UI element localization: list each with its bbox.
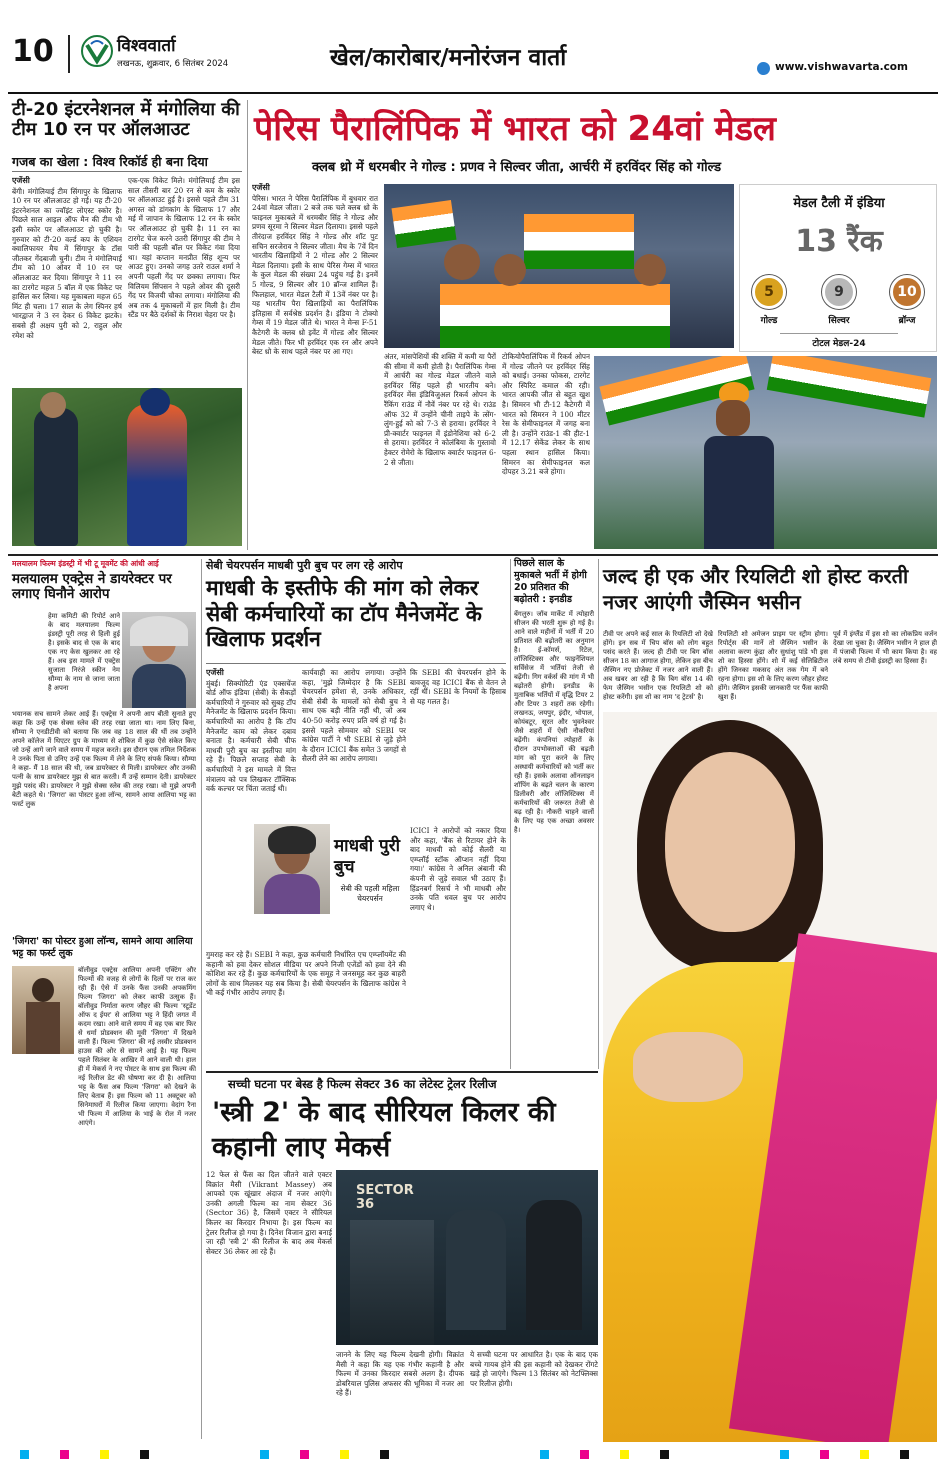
cricket-photo bbox=[12, 388, 242, 546]
sebi-col1: एजेंसी मुंबई। सिक्योरिटी एंड एक्सचेंज बोर्ड ऑफ इंडिया (सेबी) के सैकड़ों कर्मचारियों ने गुरुवार को सुबह टॉप मैनेजमेंट के खिलाफ प्रदर्शन किया। कर्मचारियों का आरोप है कि टॉप मैनेजमेंट काम को लेकर दबाव बनाता है। कर्मचारी सेबी चीफ माधवी पुरी बुच का इस्तीफा मांग रहे हैं। पिछले सप्ताह सेबी के कर्मचारियों ने इस मामले में वित्त मंत्रालय को पत्र लिखकर टॉक्सिक वर्क कल्चर पर चिंता जताई थी। bbox=[206, 668, 296, 794]
jasmin-col2: रियलिटी शो अमेजन प्राइम पर स्ट्रीम होगा। रिपोर्ट्स की मानें तो जैस्मिन भसीन के अलावा करण कुंद्रा और सुधांशु पांडे भी इस शो का हिस्सा होंगे। शो में कई सेलिब्रिटीज होंगे जिनका मकसद अंत तक गेम में बने रहना होगा। इस शो के लिए करण जौहर होस्ट होंगे। जैस्मिन इसकी जानकारी पर फैंस काफी खुश हैं। bbox=[718, 630, 828, 701]
silver-label: सिल्वर bbox=[828, 316, 850, 326]
malayalam-intro: हेमा कमिटी की रिपोर्ट आने के बाद मलयालम फिल्म इंडस्ट्री पूरी तरह से हिली हुई है। इसके बाद से एक के बाद एक नए केस खुलकर आ रहे हैं। अब इस मामले में एक्ट्रेस सुजाता निरंजे स्कीन नेम सौम्या के नाम से जाना जाता है अपना bbox=[48, 612, 120, 692]
jigra-body: बॉलीवुड एक्ट्रेस आलिया अपनी एक्टिंग और फिल्मों की वजह से लोगों के दिलों पर राज कर रही हैं। ऐसे में उनके फैंस उनकी अपकमिंग फिल्म 'जिगरा' को लेकर काफी उत्सुक हैं। बॉलीवुड निर्माता करण जौहर की फिल्म 'स्टूडेंट ऑफ द ईयर' से आलिया भट्ट ने हिंदी जगत में कदम रखा। आने वाले समय में वह एक बार फिर से धर्मा प्रोडक्शन की मूवी 'जिगरा' में दिखने वाली हैं। फिल्म 'जिगरा' की नई तस्वीर प्रोडक्शन हाउस की ओर से सामने आई है। यह फिल्म पहले सितंबर के आखिर में आने वाली थी। हाल ही में मेकर्स ने नए पोस्टर के साथ इस फिल्म की नई रिलीज डेट की घोषणा कर दी है। आलिया भट्ट के फैंस अब फिल्म 'जिगरा' को देखने के लिए बेताब हैं। इस फिल्म को 11 अक्टूबर को सिनेमाघरों में रिलीज किया जाएगा। वेदांग रैना भी फिल्म में आलिया के भाई के रोल में नजर आएंगे। bbox=[78, 966, 196, 1127]
sebi-col-bottom: गुमराह कर रहे हैं। SEBI ने कहा, कुछ कर्मचारी निर्धारित एच एम्प्लॉयमेंट की कहानी को हवा देकर सोशल मीडिया पर अपने निजी एजेंडों को हवा देने की कोशिश कर रहे हैं। कुछ कर्मचारियों के एक समूह ने जनसमूह कर कुछ बाहरी लोगों के साथ मिलकर यह सब किया है। सेबी चेयरपर्सन के खिलाफ कांग्रेस ने भी कई गंभीर आरोप लगाए हैं। bbox=[206, 950, 406, 998]
stree-headline: 'स्त्री 2' के बाद सीरियल किलर की कहानी लाए मेकर्स bbox=[212, 1097, 556, 1163]
website-link[interactable]: www.vishwavarta.com bbox=[775, 61, 908, 73]
page-number: 10 bbox=[12, 34, 54, 69]
actress-photo bbox=[122, 612, 196, 708]
sebi-headline: माधबी के इस्तीफे की मांग को लेकर सेबी कर्मचारियों का टॉप मैनेजमेंट के खिलाफ प्रदर्शन bbox=[206, 576, 482, 652]
paralympic-col3: टोकियोपैरालिंपिक में रिकर्व ओपन में गोल्ड जीतने पर हरविंदर सिंह को बधाई। उनका फोकस, टारगेट और स्पिरिट कमाल की रही। भारत आपकी जीत से बहुत खुश है। सिमरन भी टी-12 कैटेगरी में भारत को सिमरन ने 100 मीटर रेस के सेमीफाइनल में जगह बना ली है। उन्होंने राउंड-1 की हीट-1 में 12.17 सेकेंड लेकर के साथ पहला स्थान हासिल किया। सिमरन का सेमीफाइनल कल दोपहर 3.21 बजे होगा। bbox=[502, 352, 590, 477]
mongolia-col1: एजेंसी बेंगी। मंगोलियाई टीम सिंगापुर के खिलाफ 10 रन पर ऑलआउट हो गई। यह टी-20 इंटरनेशनल का ज्वॉइंट लोएस्ट स्कोर है। पिछले साल आइल ऑफ मैन की टीम भी इसी स्कोर पर ऑलआउट हो चुकी है। गुरुवार को टी-20 वर्ल्ड कप के एशियन क्वालिफायर मैच में सिंगापुर के टॉस जीतकर गेंदबाजी चुनी। टीम ने मंगोलियाई टीम को 10 ओवर में 10 रन पर ऑलआउट कर दिया। सिंगापुर ने 11 रन का टारगेट महज 5 बॉल में एक विकेट पर हासिल कर लिया। यह मुकाबला महज 65 मिंट ही चला। 17 साल के लेग स्पिनर हर्ष भारद्वाज ने 3 रन देकर 6 विकेट झटके। सबसे ही अक्षय पुरी को 2, राहुल और रमेश को bbox=[12, 176, 122, 340]
madhabi-photo bbox=[254, 824, 330, 914]
gold-medal: 5 bbox=[752, 275, 786, 309]
bronze-medal: 10 bbox=[890, 275, 924, 309]
paper-name: विश्ववार्ता bbox=[117, 36, 176, 56]
paralympic-headline: पेरिस पैरालिंपिक में भारत को 24वां मेडल bbox=[254, 109, 776, 149]
paralympic-col2: अंतर, मांसपेशियों की शक्ति में कमी या पैरों की सीमा में कमी होती है। पैरालिंपिक गेम्स में आर्चरी का गोल्ड मेडल जीतने वाले हरविंदर सिंह पहले ही भारतीय बने। हरविंदर मेंस इंडिविजुअल रिकर्व ओपन के रैंकिंग राउंड में नौवें नंबर पर रहे थे। राउंड ऑफ 32 में उन्होंने चीनी ताइपे के त्सेंग-लुंग-हुई को को 7-3 से हराया। हरविंदर ने प्री-क्वार्टर फाइनल में इंडोनेशिया को 6-2 से हराया। हरविंदर ने कोलंबिया के गुस्तावो हेक्टर रोमेरो के खिलाफ क्वार्टर फाइनल 6-2 से जीता। bbox=[384, 352, 496, 467]
dateline: लखनऊ, शुक्रवार, 6 सितंबर 2024 bbox=[117, 59, 229, 69]
malayalam-kicker: मलयालम फिल्म इंडस्ट्री में भी टू मूवमेंट की आंधी आई bbox=[12, 559, 159, 568]
stree-col2: जानने के लिए यह फिल्म देखनी होगी। विक्रांत मैसी ने कहा कि यह एक गंभीर कहानी है और फिल्म में उनका किरदार सबसे अलग है। दीपक डोबरियाल पुलिस अफसर की भूमिका में नजर आ रहे हैं। bbox=[336, 1350, 464, 1398]
stree-kicker: सच्ची घटना पर बेस्ड है फिल्म सेक्टर 36 का लेटेस्ट ट्रेलर रिलीज bbox=[228, 1077, 497, 1091]
sebi-col3-top: कि SEBI की चेयरपर्सन होने के बावजूद वह ICICI बैंक से वेतन ले रहीं थीं। SEBI के नियमों के हिसाब से यह गलत है। bbox=[410, 668, 506, 706]
medal-total: टोटल मेडल-24 bbox=[780, 333, 898, 349]
silver-medal: 9 bbox=[822, 275, 856, 309]
quote-desc: सेबी की पहली महिला चेयरपर्सन bbox=[340, 884, 400, 903]
paper-logo-icon bbox=[80, 34, 114, 68]
medal-tally-title: मेडल टैली में इंडिया bbox=[793, 196, 885, 211]
bronze-label: ब्रॉन्ज bbox=[898, 316, 916, 326]
stree-col3: ये सच्ची घटना पर आधारित है। एक के बाद एक बच्चे गायब होने की इस कहानी को देखकर रोंगटे खड़े हो जाएंगे। फिल्म 13 सितंबर को नेटफ्लिक्स पर रिलीज होगी। bbox=[470, 1350, 598, 1388]
sebi-kicker: सेबी चेयरपर्सन माधबी पुरी बुच पर लग रहे आरोप bbox=[206, 559, 403, 572]
jigra-poster bbox=[12, 966, 74, 1054]
sebi-col2: कार्यवाही का आरोप लगाया। उन्होंने कहा, 'मुझे जिम्मेदार है कि SEBI चेयरपर्सन हमेशा से, उनके अधिकार, सेबी सेबी के मामलों को सेबी बुच ने साथ एक बड़ी नीति नहीं थी, जो अब 40-50 करोड़ रुपए प्रति वर्ष हो गई है। इससे पहले सोमवार को SEBI पर कांग्रेस पार्टी ने भी SEBI से जुड़े होने के दौरान ICICI बैंक समेत 3 जगहों से सैलरी लेने का आरोप लगाया। bbox=[302, 668, 406, 764]
malayalam-headline: मलयालम एक्ट्रेस ने डायरेक्टर पर लगाए घिनौने आरोप bbox=[12, 571, 172, 603]
paralympic-team-photo bbox=[384, 184, 734, 348]
sector36-title: SECTOR 36 bbox=[356, 1183, 414, 1212]
sebi-col3-bottom: ICICI ने आरोपों को नकार दिया और कहा, 'बैंक से रिटायर होने के बाद माधवी को कोई सैलरी या एम्प्लॉई स्टॉक ऑप्शन नहीं दिया गया।' कांग्रेस ने अनिल अंबानी की कंपनी से जुड़े सवाल भी उठाए हैं। हिंडनबर्ग रिसर्च ने भी माधबी और उनके पति धवल बुच पर आरोप लगाए थे। bbox=[410, 826, 506, 912]
paralympic-subhead: क्लब थ्रो में धरमबीर ने गोल्ड : प्रणव ने सिल्वर जीता, आर्चरी में हरविंदर सिंह को गोल्ड bbox=[312, 160, 722, 175]
medal-tally-rank: 13 रैंक bbox=[795, 224, 883, 259]
gold-label: गोल्ड bbox=[760, 316, 778, 326]
malayalam-body: भयानक सच सामने लेकर आई हैं। एक्ट्रेस ने अपनी आप बीती सुनाते हुए कहा कि उन्हें एक सेक्स स्लेव की तरह रखा जाता था। नाम लिए बिना, सौम्या ने एनडीटीवी को बताया कि जब वह 18 साल की थीं तब उन्होंने अपने कॉलेज में थिएटर ग्रुप के माध्यम से शोबिज में कुछ ऐसे संकेत किए जो उन्हें आगे जाने वाले समय में महज करते। इस दौरान एक तमिल निर्देशक ने उनके पिता से उनिए उन्हें एक फिल्म में लेने के लिए संपर्क किया। सौम्या ने कहा- मैं 18 साल की थी, जब डायरेक्टर से मिली। डायरेक्टर और उनकी पत्नी के साथ डायरेक्टर मुझ से बात करती। मैं उन्हें सम्मान देती। डायरेक्टर मुझे पसंद की। डायरेक्टर ने मुझे सेक्स स्लेव की तरह रखा। वो मुझे अपनी बेटी कहते थे। 'जिगरा' का पोस्टर हुआ लॉन्च, सामने आया आलिया भट्ट का फर्स्ट लुक bbox=[12, 710, 196, 808]
masthead-divider bbox=[68, 35, 70, 73]
globe-icon bbox=[757, 62, 770, 75]
section-title: खेल/कारोबार/मनोरंजन वार्ता bbox=[330, 45, 567, 71]
harvinder-photo bbox=[594, 356, 937, 549]
mongolia-col2: एक-एक विकेट मिले। मंगोलियाई टीम इस साल तीसरी बार 20 रन से कम के स्कोर पर ऑलआउट हुई है। इससे पहले टीम 31 अगस्त को डांगकांग के खिलाफ 17 और मई में जापान के खिलाफ 12 रन के स्कोर पर ऑलआउट हो चुकी है। 11 रन का टारगेट चेज करने उतरी सिंगापुर की टीम ने पारी की पहली बॉल पर विकेट गंवा दिया था। यहां कप्तान मनप्रीत सिंह शून्य पर आउट हुए। उनको जगह उतरे राउल शर्मा ने अपनी पहली गेंद पर छक्का लगाया। फिर विलियम सिंपसन ने पहले ओवर की दूसरी गेंद पर विजयी चौका लगाया। मंगोलिया की अब तक 4 मुकाबलों में हार मिली है। टीम स्टैंड पर बैठे दर्शकों के निराश चेहरा पर है। bbox=[128, 176, 240, 320]
jasmin-col3: पूर्व में इंग्लैंड में इस शो का लोकप्रिय वर्जन देखा जा चुका है। जैस्मिन भसीन ने हाल ही में पंजाबी फिल्म में भी काम किया है। वह लंबे समय से टीवी इंडस्ट्री का हिस्सा हैं। bbox=[833, 630, 937, 665]
jobs-body: बेंगलुरु। जॉब मार्केट में त्योहारी सीजन की भरती शुरू हो गई है। आने वाले महीनों में भर्ती में 20 प्रतिशत की बढ़ोतरी का अनुमान है। ई-कॉमर्स, रिटेल, लॉजिस्टिक्स और फाइनेंशियल सर्विसेज में भर्तियां तेजी से बढ़ेंगी। गिग वर्कर्स की मांग में भी बढ़ोतरी होगी। इनडीड के मुताबिक भर्तियों में वृद्धि टियर 2 और टियर 3 शहरों तक रहेगी। लखनऊ, जयपुर, इंदौर, भोपाल, कोयंबटूर, सूरत और भुवनेश्वर जैसे शहरों में ऐसी नौकरियां बढ़ेंगी। कंपनियां त्योहारों के दौरान उपभोक्ताओं की बढ़ती मांग को पूरा करने के लिए अस्थायी कर्मचारियों को भर्ती कर रही हैं। इसके अलावा ऑनलाइन शॉपिंग के बढ़ते चलन के कारण डिलीवरी और लॉजिस्टिक्स में कर्मचारियों की जरूरत तेजी से बढ़ रही है। नौकरी चाहने वालों के लिए यह एक अच्छा अवसर है। bbox=[514, 610, 594, 834]
jobs-headline: पिछले साल के मुकाबले भर्ती में होगी 20 प्रतिशत की बढ़ोतरी : इनडीड bbox=[514, 558, 587, 605]
jasmin-headline: जल्द ही एक और रियलिटी शो होस्ट करती नजर आएंगी जैस्मिन भसीन bbox=[603, 564, 909, 614]
quote-name: माधबी पुरी बुच bbox=[334, 836, 401, 878]
medal-tally-box bbox=[739, 184, 937, 352]
jasmin-photo bbox=[603, 712, 937, 1442]
color-registration-strip bbox=[20, 1450, 925, 1462]
jigra-headline: 'जिगरा' का पोस्टर हुआ लॉन्च, सामने आया आलिया भट्ट का फर्स्ट लुक bbox=[12, 936, 193, 959]
mongolia-headline: टी-20 इंटरनेशनल में मंगोलिया की टीम 10 रन पर ऑलआउट bbox=[12, 99, 240, 141]
stree-col1: 12 फेल से फैंस का दिल जीतने वाले एक्टर विक्रांत मैसी (Vikrant Massey) अब आपको एक खूंखार अंदाज में नजर आएंगे। उनकी अगली फिल्म का नाम सेक्टर 36 (Sector 36) है, जिसमें एक्टर ने सीरियल किलर का किरदार निभाया है। इस फिल्म का ट्रेलर रिलीज हो गया है। दिनेश विजान द्वारा बनाई जा रही 'स्त्री 2' की रिलीज के बाद अब मेकर्स सेक्टर 36 लेकर आ रहे हैं। bbox=[206, 1170, 332, 1256]
mongolia-subhead: गजब का खेला : विश्व रिकॉर्ड ही बना दिया bbox=[12, 154, 208, 169]
paralympic-col1: एजेंसी पेरिस। भारत ने पेरिस पैरालिंपिक में बुधवार रात 24वां मेडल जीता। 2 बजे तक चले क्लब थ्रो के फाइनल मुकाबले में धरमबीर सिंह ने गोल्ड और प्रणव सूरमा ने सिल्वर मेडल दिलाया। इससे पहले तीरंदाज हरविंदर सिंह ने गोल्ड और शॉट पुट सचिन सरजेराव ने सिल्वर जीता। मैच के 7वें दिन भारतीय खिलाड़ियों ने 2 गोल्ड और 2 सिल्वर मेडल दिलाया। इसी के साथ पेरिस गेम्स में भारत के कुल मेडल की संख्या 24 पहुंच गई है। इनमें 5 गोल्ड, 9 सिल्वर और 10 ब्रॉन्ज शामिल हैं। फिलहाल, भारत मेडल टैली में 13वें नंबर पर है। यह भारतीय पैरा खिलाड़ियों का पैरालिंपिक इतिहास में सर्वश्रेष्ठ प्रदर्शन है। इंडिया ने टोक्यो गेम्स में 19 मेडल जीते थे। भारत ने मेन्स F-51 कैटेगरी के क्लब थ्रो इवेंट में गोल्ड और सिल्वर मेडल जीते। फिर भी हरविंदर एक रन और अपने बेस्ट थ्रो के साथ पहले नंबर पर आ गए। bbox=[252, 183, 378, 357]
sector36-poster bbox=[336, 1170, 598, 1345]
jasmin-col1: टीवी पर अपने कई साल के रियलिटी शो देखे होंगे। इन सब में चिप बॉस को लोग बहुत पसंद करते हैं। जल्द ही टीवी पर बिग बॉस सीजन 18 का आगाज होगा, लेकिन इस बीच जैस्मिन नए प्रोजेक्ट में नजर आने वाली हैं। अब खबर आ रही है कि बिग बॉस 14 की फेम जैस्मिन भसीन एक रियलिटी शो को होस्ट करेंगी। इस शो का नाम 'द ट्रेटर्स' है। bbox=[603, 630, 713, 701]
